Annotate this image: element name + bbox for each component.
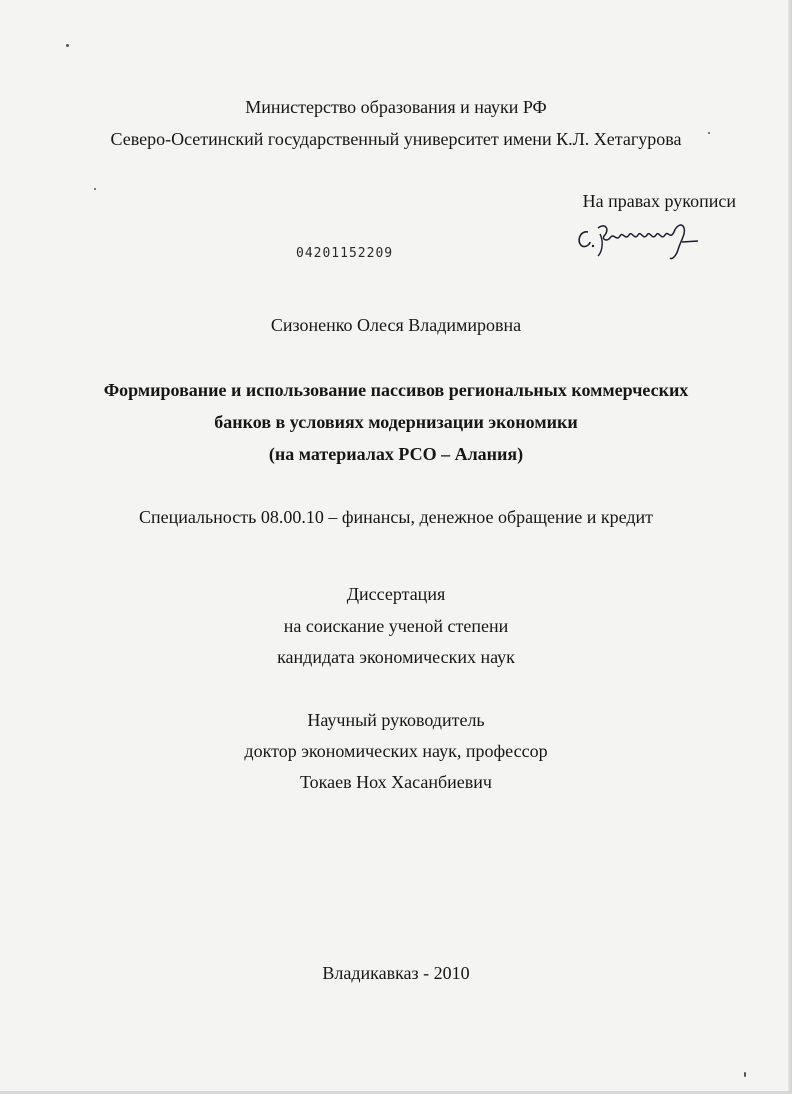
- degree-line-3: кандидата экономических наук: [277, 647, 515, 667]
- supervisor-name: Токаев Нох Хасанбиевич: [300, 772, 492, 792]
- supervisor-rank: доктор экономических наук, профессор: [244, 741, 548, 761]
- degree-line-2: на соискание ученой степени: [283, 616, 509, 636]
- title-line-1: Формирование и использование пассивов региональных коммерческих: [103, 380, 689, 400]
- specialty-line: Специальность 08.00.10 – финансы, денежное обращение и кредит: [138, 507, 654, 527]
- degree-line-1: Диссертация: [346, 584, 446, 604]
- author-name: Сизоненко Олеся Владимировна: [270, 315, 522, 335]
- scan-speck: [744, 1072, 746, 1077]
- registry-number: 04201152209: [296, 246, 394, 261]
- scan-speck: [66, 44, 69, 47]
- title-line-2: банков в условиях модернизации экономики: [214, 412, 578, 432]
- manuscript-note: На правах рукописи: [582, 191, 736, 211]
- city-year: Владикавказ - 2010: [322, 963, 470, 983]
- handwritten-signature: [574, 212, 704, 262]
- ministry-line: Министерство образования и науки РФ: [245, 97, 547, 117]
- scan-speck: [94, 188, 96, 190]
- supervisor-role: Научный руководитель: [307, 710, 485, 730]
- scan-edge-right: [788, 0, 792, 1094]
- university-line: Северо-Осетинский государственный университет имени К.Л. Хетагурова: [110, 129, 682, 149]
- title-line-3: (на материалах РСО – Алания): [268, 444, 524, 464]
